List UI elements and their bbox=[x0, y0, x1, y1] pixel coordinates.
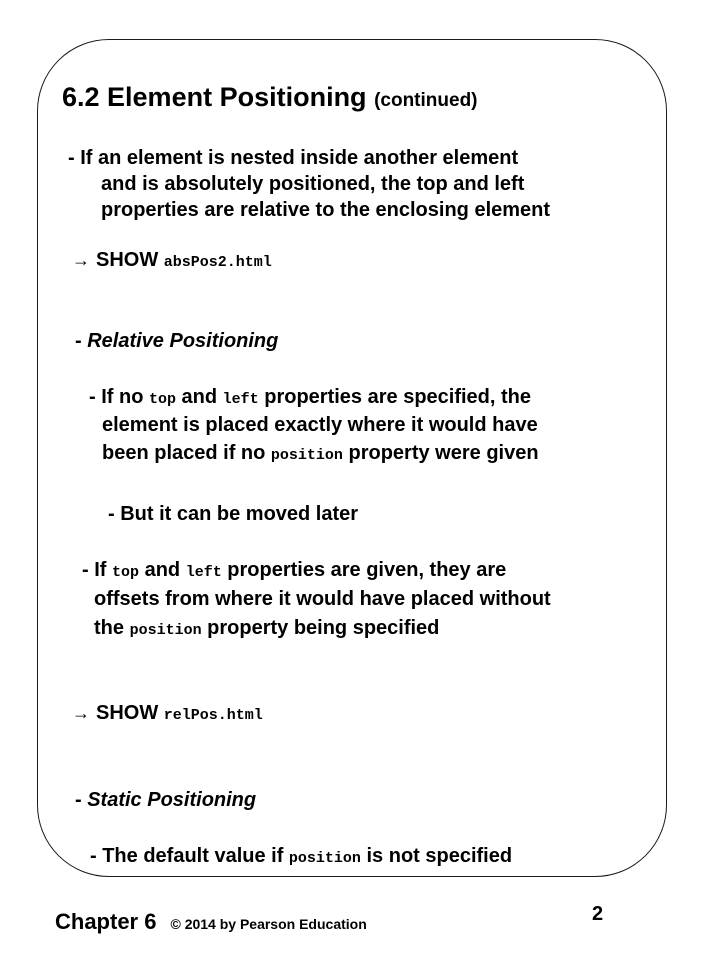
relative-heading-text: Relative Positioning bbox=[87, 330, 279, 352]
right-arrow-icon: → bbox=[72, 703, 90, 723]
code-position: position bbox=[129, 622, 202, 639]
footer-copyright: © 2014 by Pearson Education bbox=[170, 916, 367, 932]
text-run: properties are given, they are bbox=[221, 559, 507, 581]
code-top: top bbox=[148, 391, 176, 408]
relative-p2: - But it can be moved later bbox=[108, 503, 359, 525]
relative-p1-line3 bbox=[102, 443, 539, 463]
relative-p3-line1 bbox=[82, 560, 506, 580]
show-relPos bbox=[72, 703, 263, 723]
relative-p3-line2: offsets from where it would have placed without bbox=[94, 588, 551, 610]
text-run: the bbox=[94, 617, 130, 639]
text-run: is not specified bbox=[360, 845, 513, 867]
text-run: - The default value if bbox=[90, 845, 289, 867]
text-run: properties are specified, the bbox=[258, 386, 532, 408]
nested-line-2: and is absolutely positioned, the top and left bbox=[101, 173, 525, 195]
text-run: been placed if no bbox=[102, 442, 271, 464]
relative-heading bbox=[75, 331, 278, 351]
slide-title-text: 6.2 Element Positioning bbox=[62, 82, 367, 112]
code-position: position bbox=[270, 447, 343, 464]
static-heading-text: Static Positioning bbox=[87, 789, 257, 811]
show-file: relPos.html bbox=[163, 707, 263, 724]
footer-chapter-label: Chapter 6 bbox=[55, 909, 157, 934]
text-run: property being specified bbox=[201, 617, 440, 639]
static-heading bbox=[75, 790, 256, 810]
code-top: top bbox=[112, 564, 140, 581]
text-run: and bbox=[176, 386, 223, 408]
relative-p3-line3 bbox=[94, 618, 439, 638]
slide-title-suffix: (continued) bbox=[374, 90, 478, 111]
relative-p1-line2: element is placed exactly where it would have bbox=[102, 414, 538, 436]
show-absPos2 bbox=[72, 250, 272, 270]
relative-p1-line1 bbox=[89, 387, 531, 407]
static-p1 bbox=[90, 846, 512, 866]
page-number: 2 bbox=[592, 903, 604, 925]
right-arrow-icon: → bbox=[72, 250, 90, 270]
code-left: left bbox=[222, 391, 259, 408]
nested-line-3: properties are relative to the enclosing element bbox=[101, 199, 551, 221]
static-heading-dash: - bbox=[75, 789, 88, 811]
footer-chapter bbox=[55, 911, 367, 933]
text-run: - If no bbox=[89, 386, 149, 408]
code-position: position bbox=[288, 850, 361, 867]
slide-title bbox=[62, 84, 478, 111]
code-left: left bbox=[185, 564, 222, 581]
text-run: property were given bbox=[342, 442, 539, 464]
show-label: SHOW bbox=[96, 702, 159, 724]
text-run: and bbox=[139, 559, 186, 581]
nested-line-1: - If an element is nested inside another element bbox=[68, 147, 519, 169]
show-label: SHOW bbox=[96, 249, 159, 271]
relative-heading-dash: - bbox=[75, 330, 88, 352]
show-file: absPos2.html bbox=[163, 254, 272, 271]
text-run: - If bbox=[82, 559, 112, 581]
